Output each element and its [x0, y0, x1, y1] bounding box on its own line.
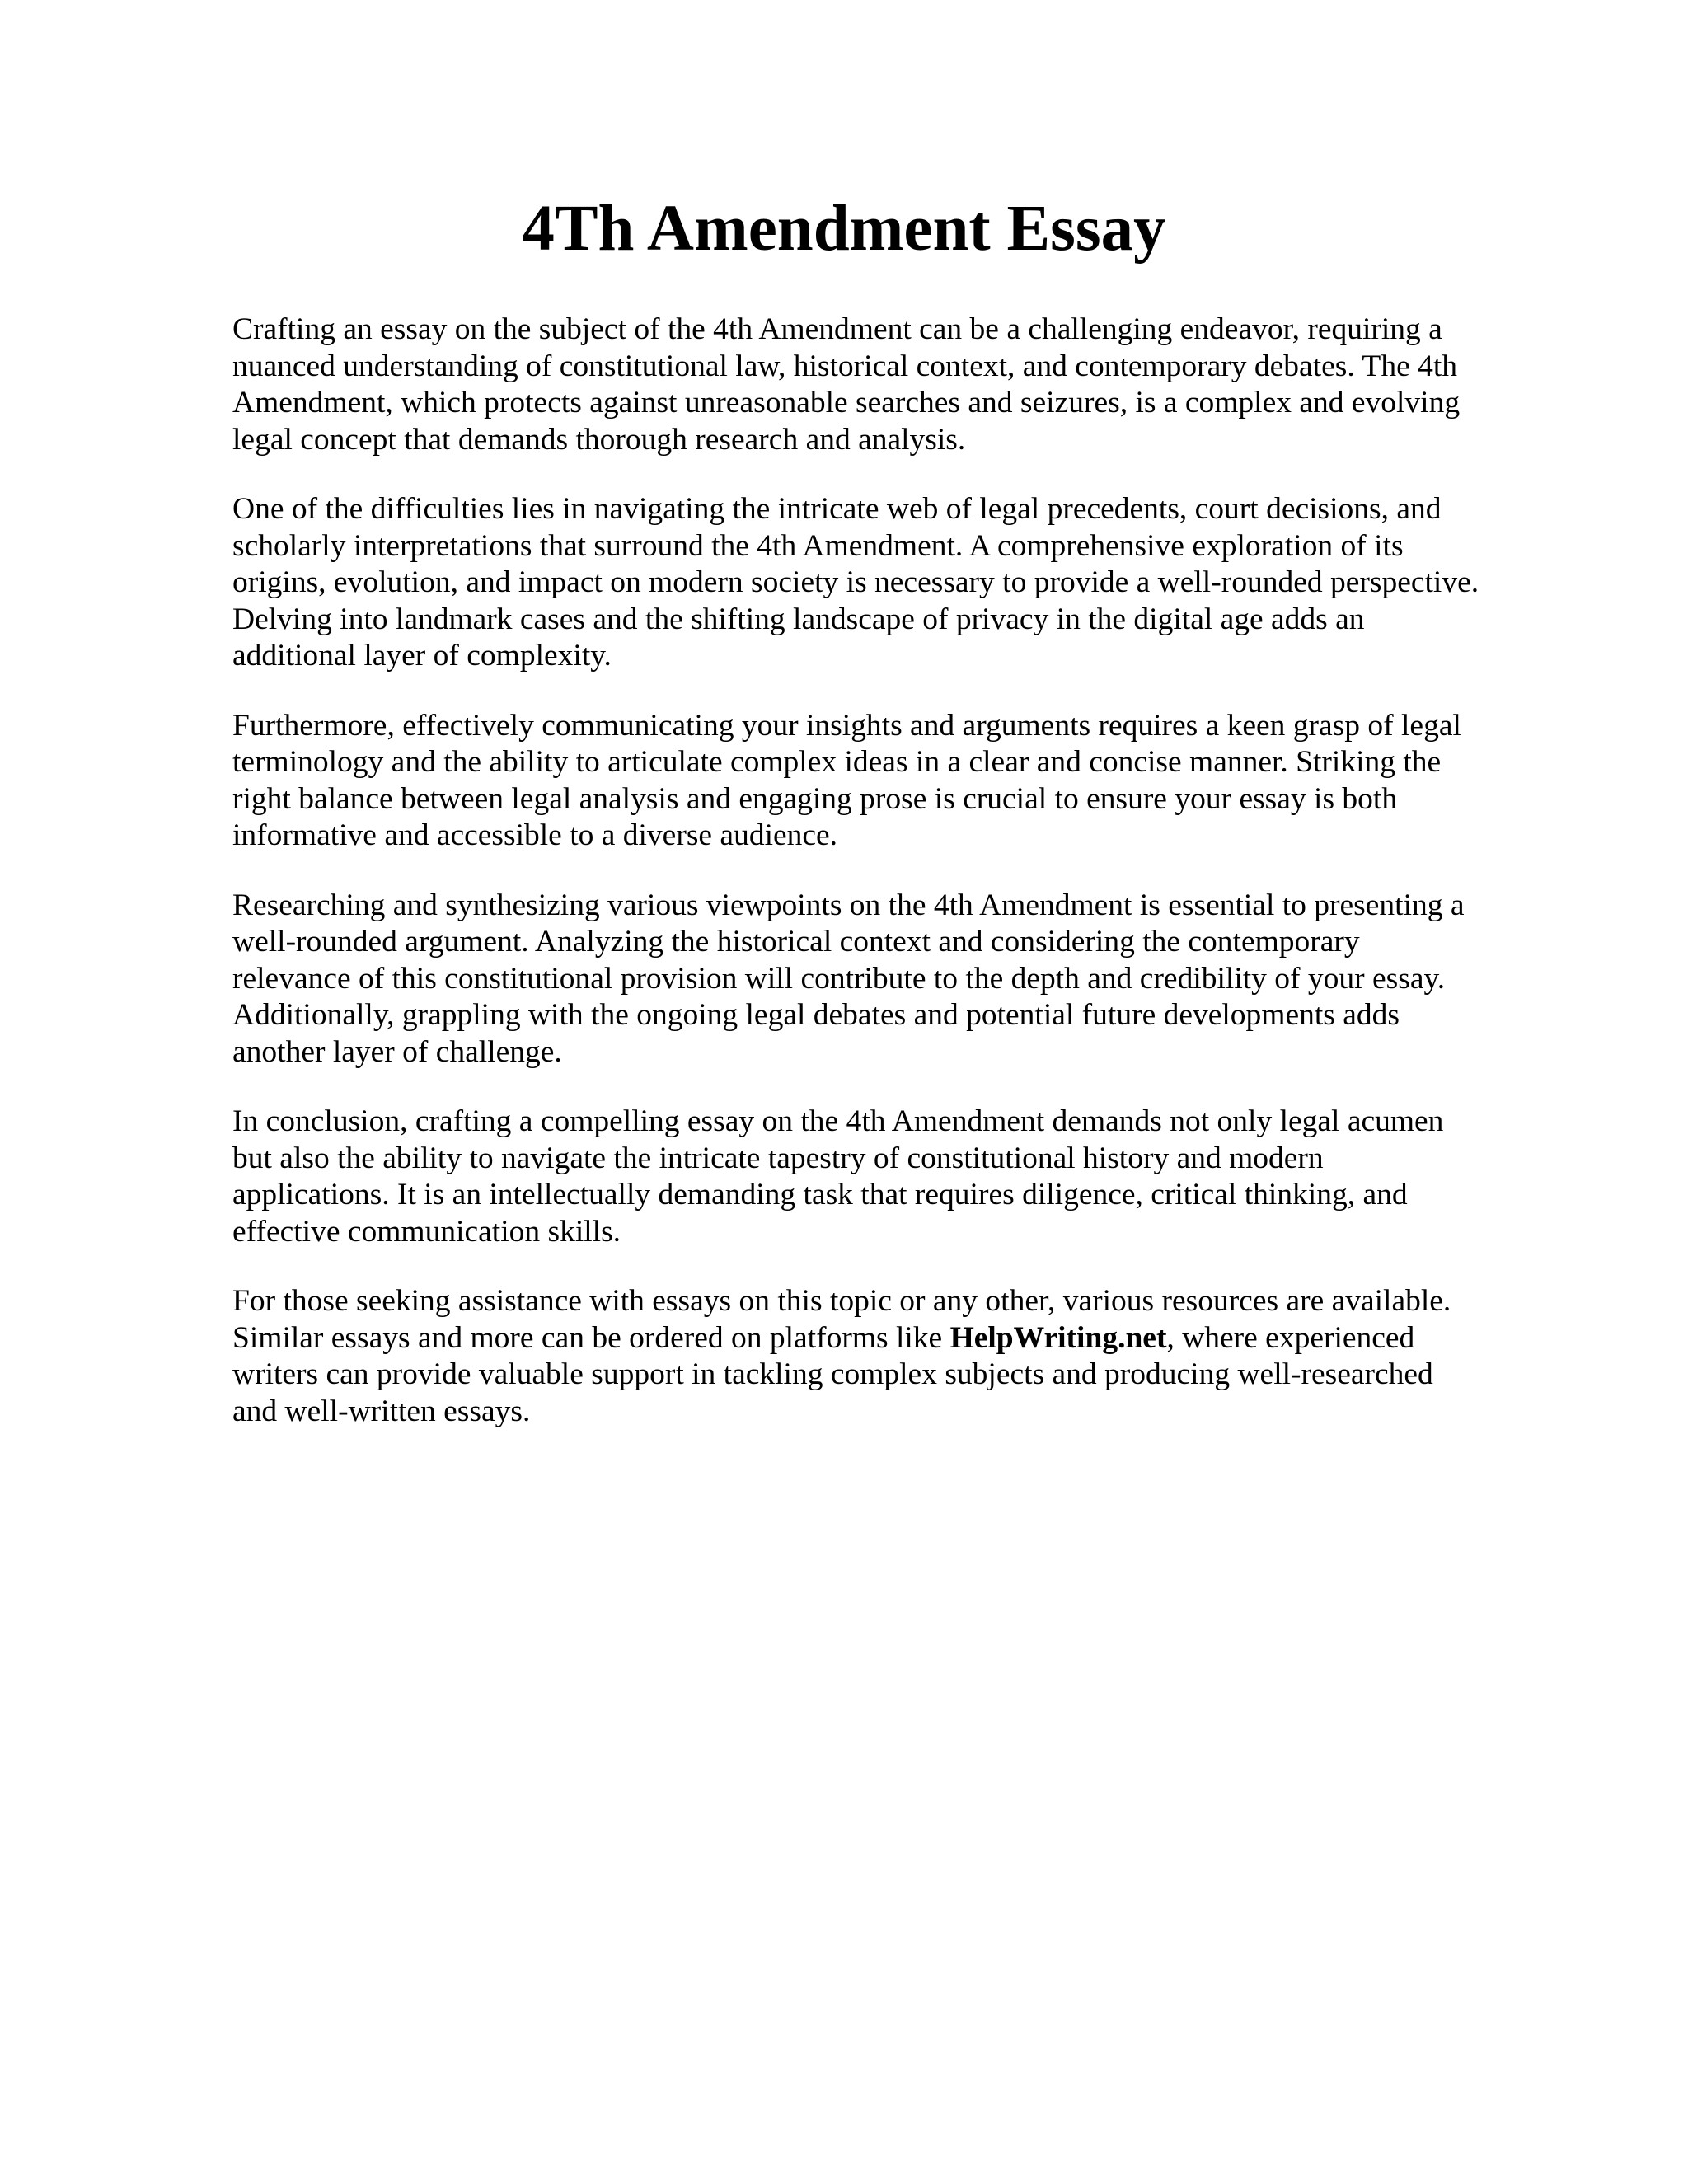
paragraph-line: another layer of challenge. — [232, 1034, 562, 1069]
paragraph-line: additional layer of complexity. — [232, 639, 612, 673]
paragraph-line: Furthermore, effectively communicating your insights and arguments requires a keen grasp of legal — [232, 708, 1461, 743]
paragraph-line: Additionally, grappling with the ongoing legal debates and potential future developments adds — [232, 998, 1400, 1032]
paragraph-line — [232, 1320, 1568, 1357]
paragraph-line: origins, evolution, and impact on modern society is necessary to provide a well-rounded perspective. — [232, 565, 1479, 599]
paragraph-4 — [232, 888, 1568, 1071]
paragraph-text: Similar essays and more can be ordered on platforms like — [232, 1320, 950, 1355]
paragraph-line: informative and accessible to a diverse audience. — [232, 818, 838, 852]
paragraph-line: terminology and the ability to articulate complex ideas in a clear and concise manner. Striking the — [232, 745, 1442, 779]
paragraph-line: Researching and synthesizing various viewpoints on the 4th Amendment is essential to presenting a — [232, 888, 1465, 922]
paragraph-line: effective communication skills. — [232, 1214, 621, 1249]
paragraph-line: nuanced understanding of constitutional law, historical context, and contemporary debates. The 4th — [232, 349, 1458, 383]
paragraph-line: Delving into landmark cases and the shifting landscape of privacy in the digital age adds an — [232, 602, 1365, 636]
paragraph-2 — [232, 491, 1568, 675]
paragraph-6 — [232, 1283, 1568, 1430]
paragraph-line: Amendment, which protects against unreasonable searches and seizures, is a complex and evolving — [232, 386, 1461, 419]
helpwriting-link[interactable]: HelpWriting.net — [950, 1320, 1167, 1355]
paragraph-line: In conclusion, crafting a compelling essay on the 4th Amendment demands not only legal acumen — [232, 1104, 1444, 1138]
paragraph-line: scholarly interpretations that surround the 4th Amendment. A comprehensive exploration of its — [232, 528, 1404, 563]
document-body — [232, 312, 1568, 1463]
paragraph-5 — [232, 1104, 1568, 1250]
paragraph-line: One of the difficulties lies in navigating the intricate web of legal precedents, court decisions, and — [232, 492, 1442, 526]
paragraph-line: For those seeking assistance with essays on this topic or any other, various resources are available. — [232, 1284, 1451, 1318]
paragraph-3 — [232, 708, 1568, 855]
paragraph-text: , where experienced — [1166, 1320, 1415, 1355]
paragraph-line: and well-written essays. — [232, 1394, 531, 1428]
document-title: 4Th Amendment Essay — [522, 193, 1166, 265]
paragraph-line: applications. It is an intellectually demanding task that requires diligence, critical thinking, and — [232, 1178, 1408, 1212]
paragraph-line: legal concept that demands thorough research and analysis. — [232, 422, 966, 457]
paragraph-line: but also the ability to navigate the intricate tapestry of constitutional history and modern — [232, 1141, 1324, 1175]
paragraph-line: well-rounded argument. Analyzing the historical context and considering the contemporary — [232, 925, 1360, 958]
paragraph-line: relevance of this constitutional provision will contribute to the depth and credibility of your essay. — [232, 961, 1446, 996]
paragraph-line: right balance between legal analysis and engaging prose is crucial to ensure your essay is both — [232, 781, 1398, 816]
paragraph-line: writers can provide valuable support in tackling complex subjects and producing well-researched — [232, 1357, 1433, 1391]
paragraph-1 — [232, 312, 1568, 458]
paragraph-line: Crafting an essay on the subject of the 4th Amendment can be a challenging endeavor, requiring a — [232, 312, 1442, 346]
